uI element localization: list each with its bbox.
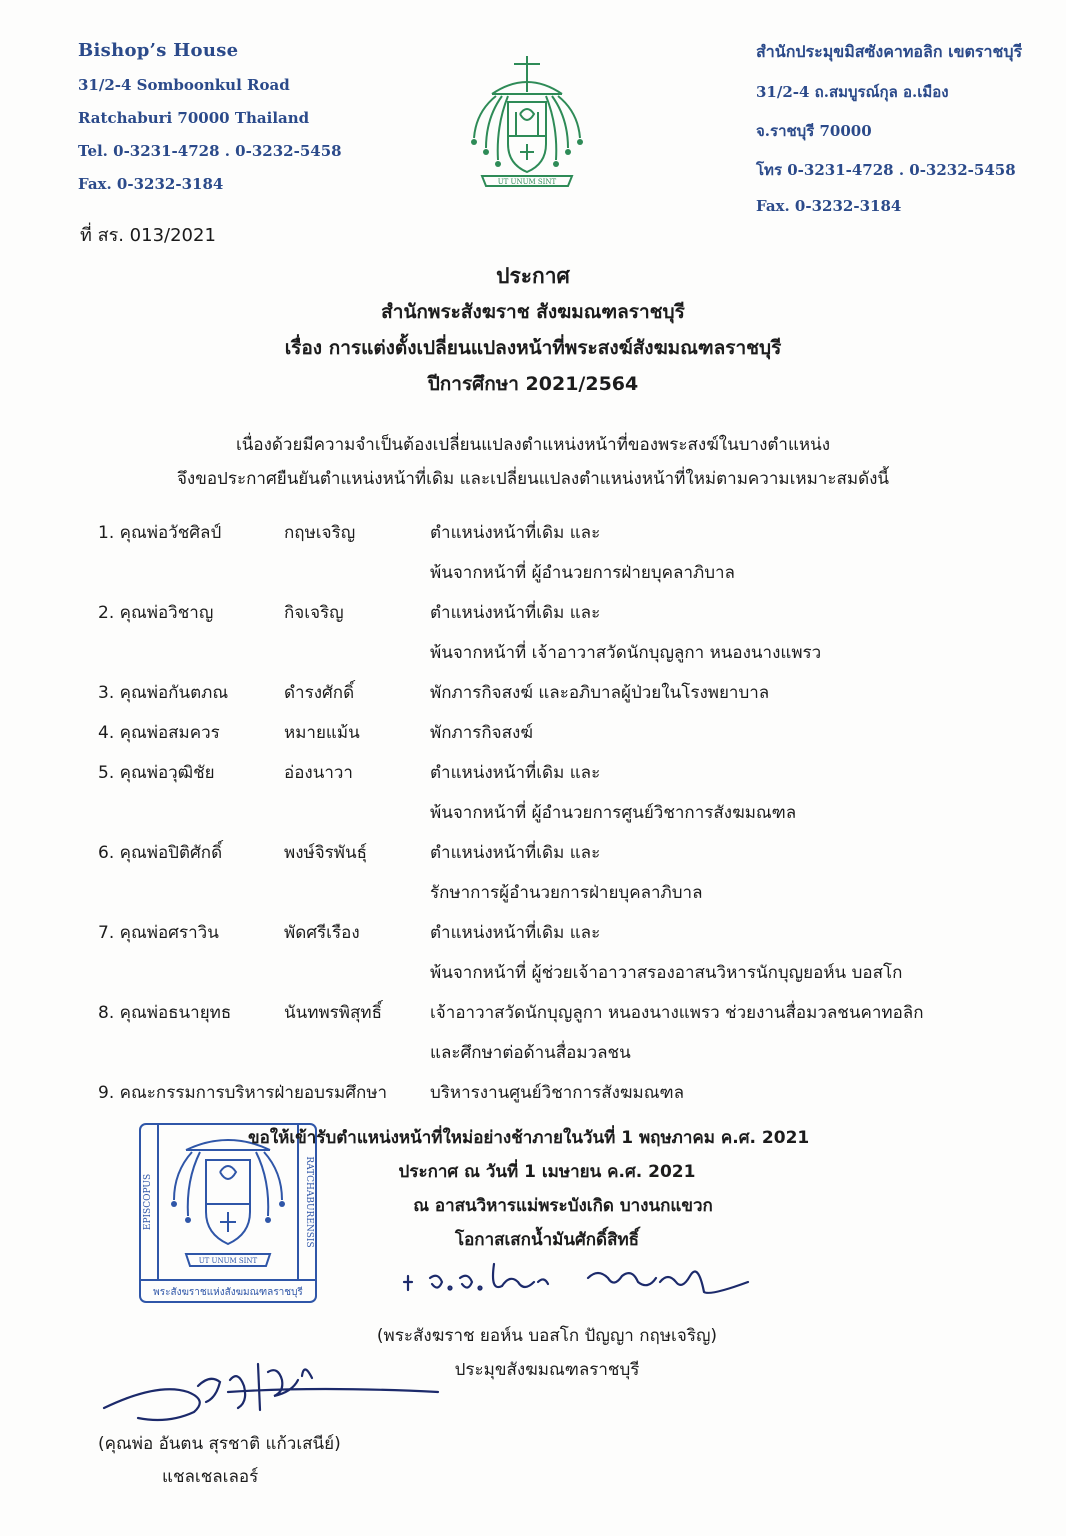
entry-name: 4. คุณพ่อสมควร: [98, 723, 220, 743]
entry-surname: อ่องนาวา: [284, 763, 353, 783]
letterhead-name-en: Bishop’s House: [78, 40, 239, 61]
entry-surname: พงษ์จิรพันธุ์: [284, 843, 368, 863]
chancellor-title: แชลเชลเลอร์: [162, 1467, 259, 1487]
seal-left-text: EPISCOPUS: [143, 1173, 153, 1231]
letterhead-english: [78, 40, 342, 193]
entry-duty: พักภารกิจสงฆ์ และอภิบาลผู้ป่วยในโรงพยาบาล: [430, 683, 770, 703]
chancellor-name: (คุณพ่อ อันตน สุรชาติ แก้วเสนีย์): [98, 1434, 341, 1454]
letterhead-fax-th: Fax. 0-3232-3184: [756, 197, 902, 215]
entry-duty: บริหารงานศูนย์วิชาการสังฆมณฑล: [430, 1083, 685, 1103]
letterhead-city-en: Ratchaburi 70000 Thailand: [78, 109, 310, 127]
entry-duty: เจ้าอาวาสวัดนักบุญลูกา หนองนางแพรว ช่วยงานสื่อมวลชนคาทอลิก: [430, 1003, 924, 1023]
entry-duty: ตำแหน่งหน้าที่เดิม และ: [430, 843, 601, 863]
entry-duty-continued: พ้นจากหน้าที่ ผู้อำนวยการศูนย์วิชาการสังฆมณฑล: [430, 803, 797, 823]
entry-duty: พักภารกิจสงฆ์: [430, 723, 533, 743]
letterhead-address-en: 31/2-4 Somboonkul Road: [78, 76, 290, 94]
entry-surname: กฤษเจริญ: [284, 523, 356, 543]
svg-text:UT UNUM SINT: UT UNUM SINT: [497, 178, 557, 186]
announcement-intro: [0, 428, 1066, 496]
entry-name: 3. คุณพ่อกันตภณ: [98, 683, 229, 703]
closing-effective-date: ขอให้เข้ารับตำแหน่งหน้าที่ใหม่อย่างช้าภายในวันที่ 1 พฤษภาคม ค.ศ. 2021: [248, 1128, 810, 1148]
bishop-signature-icon: [398, 1252, 758, 1312]
entry-name: 1. คุณพ่อวัชศิลป์: [98, 523, 222, 543]
entry-duty-continued: และศึกษาต่อด้านสื่อมวลชน: [430, 1043, 631, 1063]
entry-duty: ตำแหน่งหน้าที่เดิม และ: [430, 603, 601, 623]
closing-announced-date: ประกาศ ณ วันที่ 1 เมษายน ค.ศ. 2021: [398, 1162, 696, 1182]
entry-duty-continued: พ้นจากหน้าที่ ผู้ช่วยเจ้าอาวาสรองอาสนวิหารนักบุญยอห์น บอสโก: [430, 963, 903, 983]
entry-name: 5. คุณพ่อวุฒิชัย: [98, 763, 215, 783]
letterhead-name-th: สำนักประมุขมิสซังคาทอลิก เขตราชบุรี: [756, 42, 1023, 61]
reference-number: ที่ สร. 013/2021: [80, 225, 216, 246]
intro-line-1: เนื่องด้วยมีความจำเป็นต้องเปลี่ยนแปลงตำแหน่งหน้าที่ของพระสงฆ์ในบางตำแหน่ง: [235, 435, 831, 455]
entry-surname: กิจเจริญ: [284, 603, 344, 623]
entry-surname: พัดศรีเรือง: [284, 923, 360, 943]
entry-name: 2. คุณพ่อวิชาญ: [98, 603, 214, 623]
announcement-year: ปีการศึกษา 2021/2564: [427, 373, 639, 395]
letterhead-tel-th: โทร 0-3231-4728 . 0-3232-5458: [756, 161, 1016, 179]
letterhead-tel-en: Tel. 0-3231-4728 . 0-3232-5458: [78, 142, 342, 160]
entry-name: 9. คณะกรรมการบริหารฝ่ายอบรมศึกษา: [98, 1083, 388, 1103]
entry-duty: ตำแหน่งหน้าที่เดิม และ: [430, 763, 601, 783]
bishop-signature-text: + ย.บ. ปัญญา กฤษเจริญ: [398, 1252, 409, 1253]
entry-name: 8. คุณพ่อธนายุทธ: [98, 1003, 232, 1023]
entry-duty-continued: รักษาการผู้อำนวยการฝ่ายบุคลาภิบาล: [430, 883, 703, 903]
entry-duty: ตำแหน่งหน้าที่เดิม และ: [430, 523, 601, 543]
announcement-subject: เรื่อง การแต่งตั้งเปลี่ยนแปลงหน้าที่พระสงฆ์สังฆมณฑลราชบุรี: [284, 337, 782, 359]
announcement-office: สำนักพระสังฆราช สังฆมณฑลราชบุรี: [381, 301, 685, 323]
intro-line-2: จึงขอประกาศยืนยันตำแหน่งหน้าที่เดิม และเปลี่ยนแปลงตำแหน่งหน้าที่ใหม่ตามความเหมาะสมดังนี้: [176, 469, 890, 489]
seal-motto: UT UNUM SINT: [198, 1257, 258, 1265]
entry-duty-continued: พ้นจากหน้าที่ ผู้อำนวยการฝ่ายบุคลาภิบาล: [430, 563, 735, 583]
chancellor-signature-icon: [98, 1352, 448, 1432]
letterhead-city-th: จ.ราชบุรี 70000: [756, 122, 872, 140]
entry-surname: นันทพรพิสุทธิ์: [284, 1003, 382, 1023]
entry-name: 6. คุณพ่อปิติศักดิ์: [98, 843, 223, 863]
announcement-title: ประกาศ: [496, 264, 570, 288]
entry-surname: หมายแม้น: [284, 723, 360, 743]
bishop-name: (พระสังฆราช ยอห์น บอสโก ปัญญา กฤษเจริญ): [376, 1326, 718, 1346]
letterhead-thai: [756, 40, 1022, 215]
bishop-crest-icon: [462, 52, 592, 192]
announcement-heading: [0, 258, 1066, 402]
entry-duty-continued: พ้นจากหน้าที่ เจ้าอาวาสวัดนักบุญลูกา หนองนางแพรว: [430, 643, 822, 663]
seal-right-text: RATCHABURENSIS: [304, 1156, 314, 1248]
entry-duty: ตำแหน่งหน้าที่เดิม และ: [430, 923, 601, 943]
closing-place: ณ อาสนวิหารแม่พระบังเกิด บางนกแขวก: [413, 1196, 713, 1216]
letterhead-fax-en: Fax. 0-3232-3184: [78, 175, 224, 193]
seal-bottom-text: พระสังฆราชแห่งสังฆมณฑลราชบุรี: [153, 1287, 303, 1298]
entry-surname: ดำรงศักดิ์: [284, 683, 355, 703]
closing-occasion: โอกาสเสกน้ำมันศักดิ์สิทธิ์: [454, 1230, 640, 1250]
bishop-title: ประมุขสังฆมณฑลราชบุรี: [454, 1360, 640, 1380]
entry-name: 7. คุณพ่อศราวิน: [98, 923, 219, 943]
letterhead-address-th: 31/2-4 ถ.สมบูรณ์กุล อ.เมือง: [756, 83, 949, 101]
